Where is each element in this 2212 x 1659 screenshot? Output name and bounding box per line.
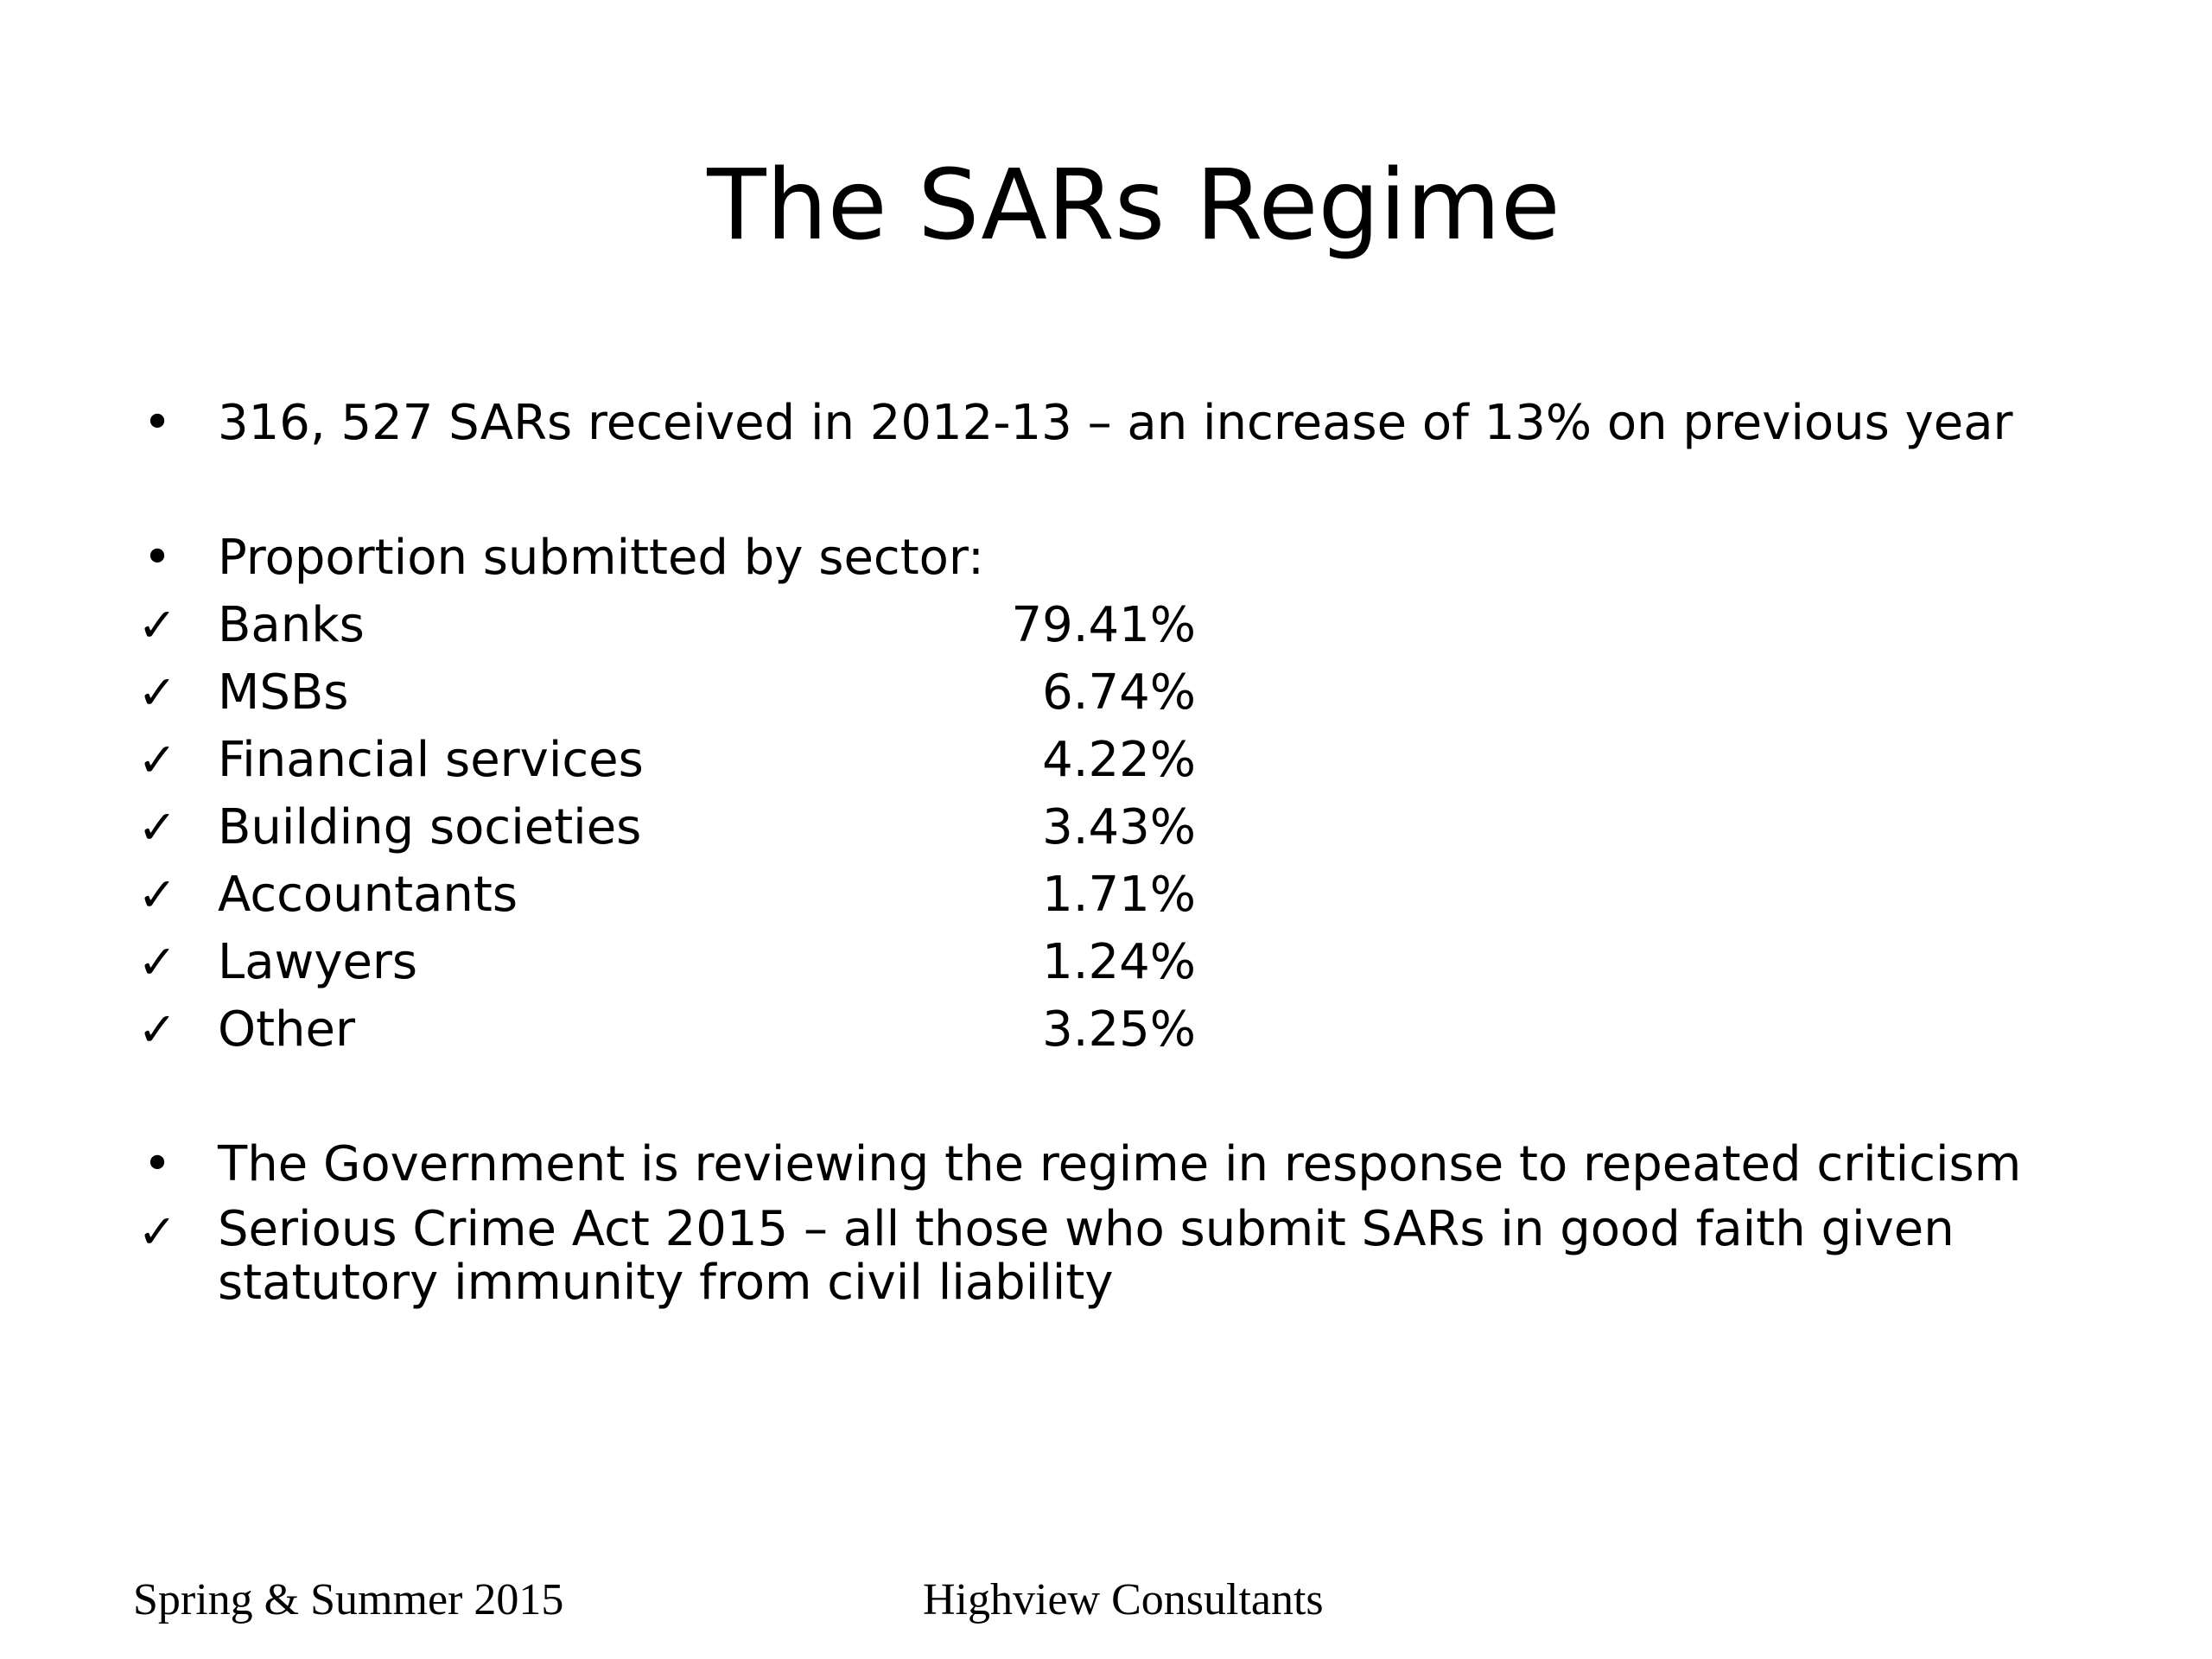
footer-date: Spring & Summer 2015 xyxy=(133,1575,564,1624)
bullet-text: The Government is reviewing the regime in response to repeated criticism xyxy=(218,1136,2022,1192)
footer-company: Highview Consultants xyxy=(923,1575,1324,1624)
checkmark-icon: ✓ xyxy=(137,935,177,989)
sector-value: 79.41% xyxy=(1011,597,1196,653)
sector-label: Building societies xyxy=(218,799,642,855)
sector-label: MSBs xyxy=(218,664,349,721)
bullet-marker: • xyxy=(143,530,172,586)
sector-value: 3.43% xyxy=(1042,799,1196,855)
sector-value: 4.22% xyxy=(1042,732,1196,788)
sector-label: Financial services xyxy=(218,732,644,788)
checkmark-icon: ✓ xyxy=(137,733,177,787)
sector-value: 1.24% xyxy=(1042,934,1196,990)
bullet-text: Proportion submitted by sector: xyxy=(218,530,984,586)
checkmark-icon: ✓ xyxy=(137,868,177,922)
checkmark-icon: ✓ xyxy=(137,1205,177,1259)
slide-title: The SARs Regime xyxy=(707,149,1560,262)
sector-value: 1.71% xyxy=(1042,867,1196,923)
sector-value: 6.74% xyxy=(1042,664,1196,721)
sector-label: Other xyxy=(218,1001,356,1058)
bullet-marker: • xyxy=(143,395,172,451)
checkmark-icon: ✓ xyxy=(137,1002,177,1057)
checkmark-icon: ✓ xyxy=(137,800,177,855)
checkmark-icon: ✓ xyxy=(137,598,177,652)
sector-label: Banks xyxy=(218,597,365,653)
sector-label: Accountants xyxy=(218,867,518,923)
checkmark-icon: ✓ xyxy=(137,665,177,720)
act-text: Serious Crime Act 2015 – all those who submit SARs in good faith given statutory immunity from civil liability xyxy=(218,1201,1955,1311)
sector-value: 3.25% xyxy=(1042,1001,1196,1058)
bullet-marker: • xyxy=(143,1136,172,1192)
sector-label: Lawyers xyxy=(218,934,418,990)
bullet-text: 316, 527 SARs received in 2012-13 – an increase of 13% on previous year xyxy=(218,395,2013,451)
